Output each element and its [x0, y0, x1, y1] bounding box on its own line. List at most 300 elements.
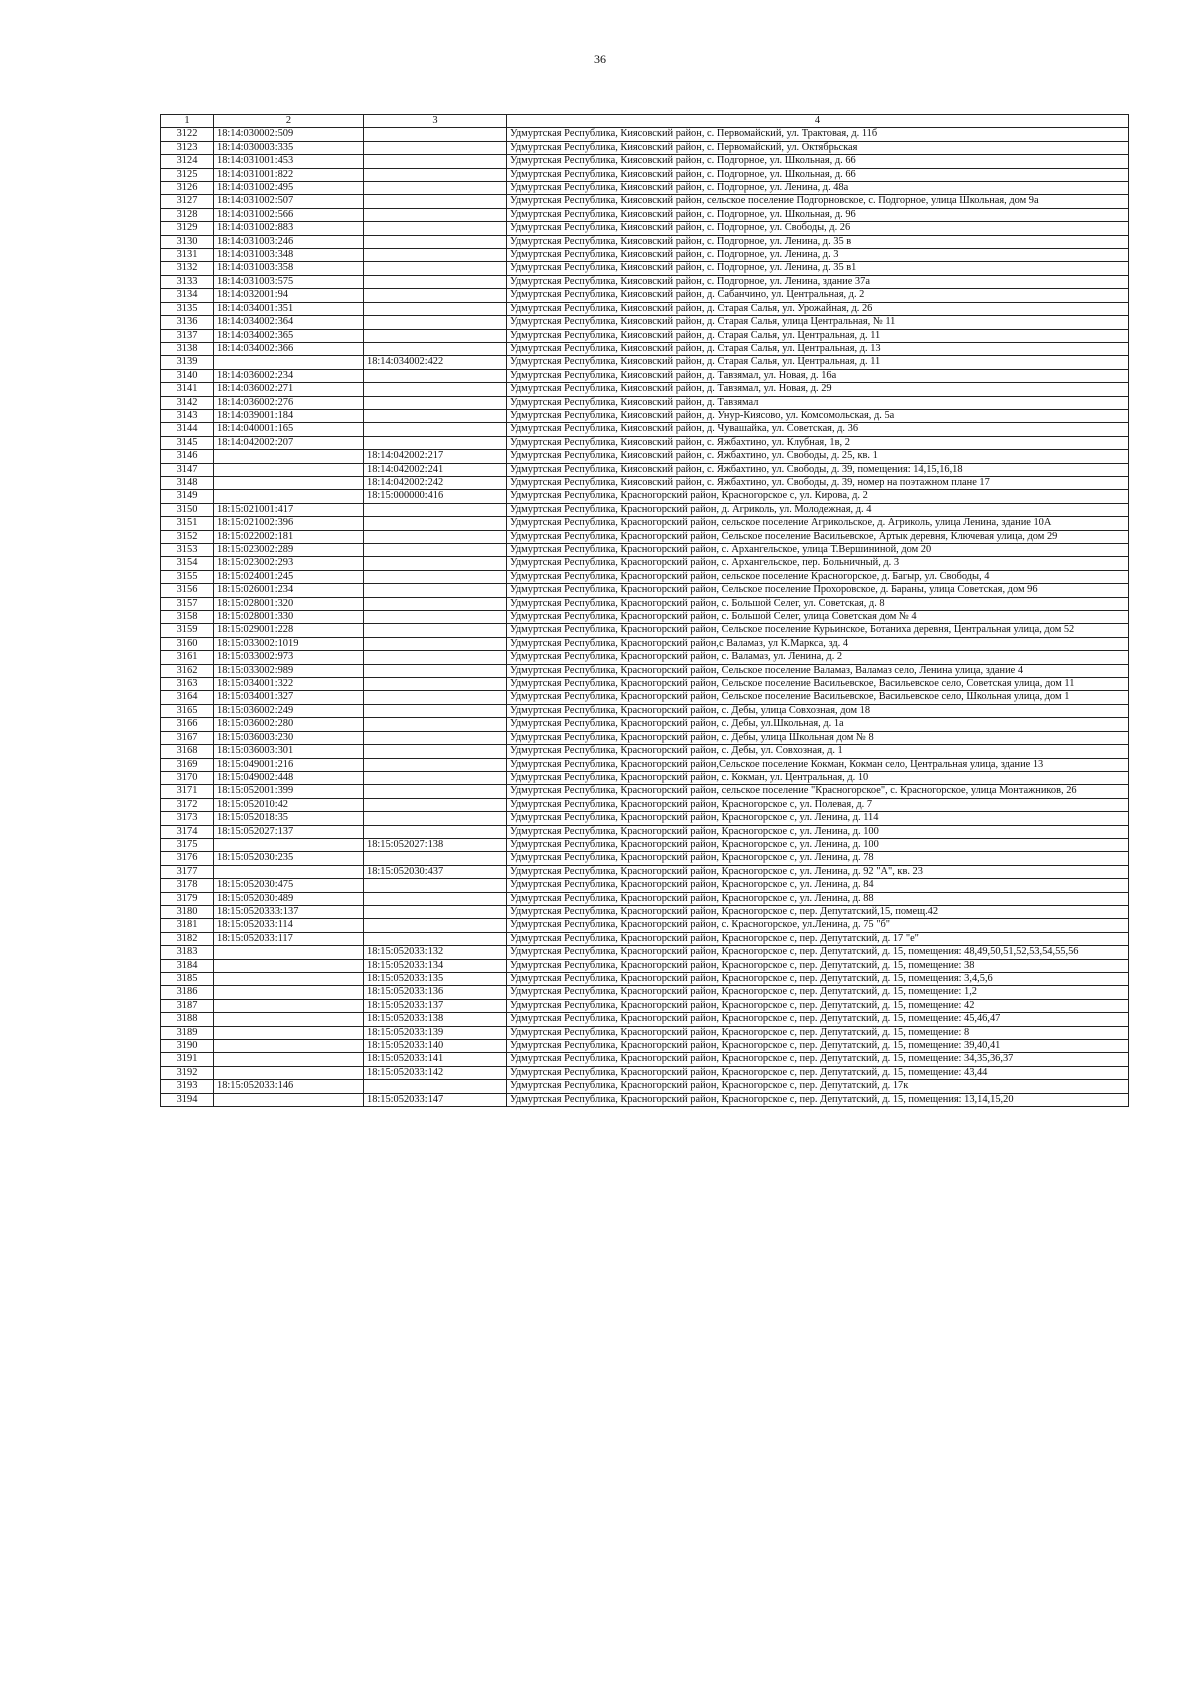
table-row: [161, 905, 1129, 918]
cadastral-number-cell: 18:15:028001:320: [214, 597, 364, 610]
address-cell: Удмуртская Республика, Красногорский район, сельское поселение Агрикольское, д. Агриколь, улица Ленина, здание 10А: [507, 517, 1129, 530]
row-number-cell: 3161: [161, 651, 214, 664]
table-row: [161, 852, 1129, 865]
cadastral-number-alt-cell: [364, 302, 507, 315]
row-number-cell: 3144: [161, 423, 214, 436]
table-row: [161, 503, 1129, 516]
row-number-cell: 3134: [161, 289, 214, 302]
address-cell: Удмуртская Республика, Красногорский район, Сельское поселение Валамаз, Валамаз село, Ленина улица, здание 4: [507, 664, 1129, 677]
cadastral-number-cell: 18:14:031002:495: [214, 182, 364, 195]
address-cell: Удмуртская Республика, Киясовский район, с. Подгорное, ул. Школьная, д. 96: [507, 208, 1129, 221]
table-row: [161, 664, 1129, 677]
table-row: [161, 275, 1129, 288]
cadastral-number-alt-cell: 18:15:052033:137: [364, 999, 507, 1012]
address-cell: Удмуртская Республика, Киясовский район, с. Подгорное, ул. Ленина, д. 3: [507, 249, 1129, 262]
cadastral-number-alt-cell: 18:14:034002:422: [364, 356, 507, 369]
address-cell: Удмуртская Республика, Киясовский район, д. Сабанчино, ул. Центральная, д. 2: [507, 289, 1129, 302]
table-row: [161, 1013, 1129, 1026]
cadastral-number-alt-cell: [364, 155, 507, 168]
address-cell: Удмуртская Республика, Красногорский район, с. Архангельское, улица Т.Вершининой, дом 20: [507, 544, 1129, 557]
cadastral-number-cell: 18:14:031002:566: [214, 208, 364, 221]
address-cell: Удмуртская Республика, Киясовский район, сельское поселение Подгорновское, с. Подгорное, улица Школьная, дом 9а: [507, 195, 1129, 208]
table-row: [161, 463, 1129, 476]
cadastral-number-alt-cell: 18:15:052027:138: [364, 838, 507, 851]
table-row: [161, 222, 1129, 235]
row-number-cell: 3165: [161, 704, 214, 717]
registry-table: [160, 114, 1129, 1107]
cadastral-number-cell: 18:14:034002:364: [214, 316, 364, 329]
address-cell: Удмуртская Республика, Киясовский район, с. Подгорное, ул. Ленина, здание 37а: [507, 275, 1129, 288]
table-row: [161, 838, 1129, 851]
row-number-cell: 3159: [161, 624, 214, 637]
address-cell: Удмуртская Республика, Киясовский район, д. Старая Салья, улица Центральная, № 11: [507, 316, 1129, 329]
table-row: [161, 611, 1129, 624]
cadastral-number-cell: 18:14:042002:207: [214, 436, 364, 449]
cadastral-number-alt-cell: [364, 530, 507, 543]
address-cell: Удмуртская Республика, Красногорский район, Красногорское с, ул. Полевая, д. 7: [507, 798, 1129, 811]
table-row: [161, 436, 1129, 449]
cadastral-number-alt-cell: [364, 396, 507, 409]
cadastral-number-cell: 18:15:021001:417: [214, 503, 364, 516]
row-number-cell: 3160: [161, 637, 214, 650]
address-cell: Удмуртская Республика, Красногорский район, с. Архангельское, пер. Больничный, д. 3: [507, 557, 1129, 570]
cadastral-number-cell: 18:15:034001:327: [214, 691, 364, 704]
table-row: [161, 798, 1129, 811]
address-cell: Удмуртская Республика, Красногорский район, с. Кокман, ул. Центральная, д. 10: [507, 771, 1129, 784]
cadastral-number-cell: 18:14:040001:165: [214, 423, 364, 436]
table-row: [161, 879, 1129, 892]
row-number-cell: 3177: [161, 865, 214, 878]
address-cell: Удмуртская Республика, Красногорский район,с Валамаз, ул К.Маркса, зд. 4: [507, 637, 1129, 650]
table-row: [161, 262, 1129, 275]
table-row: [161, 1093, 1129, 1106]
row-number-cell: 3138: [161, 342, 214, 355]
cadastral-number-cell: [214, 973, 364, 986]
cadastral-number-cell: 18:14:032001:94: [214, 289, 364, 302]
cadastral-number-cell: [214, 1053, 364, 1066]
cadastral-number-cell: 18:14:031002:883: [214, 222, 364, 235]
row-number-cell: 3136: [161, 316, 214, 329]
cadastral-number-cell: 18:15:021002:396: [214, 517, 364, 530]
address-cell: Удмуртская Республика, Киясовский район, с. Первомайский, ул. Трактовая, д. 11б: [507, 128, 1129, 141]
cadastral-number-cell: 18:14:031001:822: [214, 168, 364, 181]
cadastral-number-alt-cell: [364, 879, 507, 892]
row-number-cell: 3168: [161, 745, 214, 758]
cadastral-number-alt-cell: [364, 919, 507, 932]
address-cell: Удмуртская Республика, Киясовский район, с. Подгорное, ул. Школьная, д. 66: [507, 155, 1129, 168]
table-row: [161, 476, 1129, 489]
row-number-cell: 3125: [161, 168, 214, 181]
address-cell: Удмуртская Республика, Красногорский район, Красногорское с, ул. Ленина, д. 100: [507, 838, 1129, 851]
table-row: [161, 1080, 1129, 1093]
cadastral-number-cell: 18:15:033002:989: [214, 664, 364, 677]
cadastral-number-cell: [214, 959, 364, 972]
table-row: [161, 718, 1129, 731]
cadastral-number-cell: 18:15:052001:399: [214, 785, 364, 798]
row-number-cell: 3172: [161, 798, 214, 811]
cadastral-number-alt-cell: [364, 316, 507, 329]
cadastral-number-alt-cell: [364, 825, 507, 838]
cadastral-number-cell: 18:14:030003:335: [214, 141, 364, 154]
address-cell: Удмуртская Республика, Киясовский район, д. Старая Салья, ул. Центральная, д. 11: [507, 329, 1129, 342]
cadastral-number-alt-cell: [364, 275, 507, 288]
row-number-cell: 3175: [161, 838, 214, 851]
address-cell: Удмуртская Республика, Красногорский район, Сельское поселение Прохоровское, д. Бараны, улица Советская, дом 96: [507, 584, 1129, 597]
cadastral-number-cell: 18:15:033002:973: [214, 651, 364, 664]
row-number-cell: 3123: [161, 141, 214, 154]
row-number-cell: 3193: [161, 1080, 214, 1093]
cadastral-number-alt-cell: [364, 128, 507, 141]
cadastral-number-cell: [214, 865, 364, 878]
table-row: [161, 704, 1129, 717]
cadastral-number-cell: [214, 476, 364, 489]
row-number-cell: 3186: [161, 986, 214, 999]
address-cell: Удмуртская Республика, Красногорский район, Сельское поселение Васильевское, Артык деревня, Ключевая улица, дом 29: [507, 530, 1129, 543]
address-cell: Удмуртская Республика, Красногорский район, с. Красногорское, ул.Ленина, д. 75 "б": [507, 919, 1129, 932]
address-cell: Удмуртская Республика, Красногорский район, с. Большой Селег, улица Советская дом № 4: [507, 611, 1129, 624]
row-number-cell: 3151: [161, 517, 214, 530]
address-cell: Удмуртская Республика, Киясовский район, с. Подгорное, ул. Ленина, д. 35 в: [507, 235, 1129, 248]
address-cell: Удмуртская Республика, Киясовский район, д. Тавзямал, ул. Новая, д. 29: [507, 383, 1129, 396]
table-row: [161, 409, 1129, 422]
cadastral-number-cell: 18:15:023002:293: [214, 557, 364, 570]
row-number-cell: 3155: [161, 570, 214, 583]
cadastral-number-cell: 18:15:052030:489: [214, 892, 364, 905]
cadastral-number-cell: [214, 999, 364, 1012]
cadastral-number-cell: 18:14:031003:575: [214, 275, 364, 288]
cadastral-number-alt-cell: [364, 235, 507, 248]
table-row: [161, 1040, 1129, 1053]
table-row: [161, 423, 1129, 436]
row-number-cell: 3129: [161, 222, 214, 235]
address-cell: Удмуртская Республика, Красногорский район, с. Дебы, ул. Совхозная, д. 1: [507, 745, 1129, 758]
row-number-cell: 3184: [161, 959, 214, 972]
row-number-cell: 3171: [161, 785, 214, 798]
cadastral-number-cell: 18:15:036002:280: [214, 718, 364, 731]
address-cell: Удмуртская Республика, Киясовский район, д. Старая Салья, ул. Центральная, д. 11: [507, 356, 1129, 369]
cadastral-number-alt-cell: [364, 289, 507, 302]
address-cell: Удмуртская Республика, Красногорский район, Красногорское с, ул. Кирова, д. 2: [507, 490, 1129, 503]
cadastral-number-cell: 18:15:052033:117: [214, 932, 364, 945]
row-number-cell: 3150: [161, 503, 214, 516]
row-number-cell: 3191: [161, 1053, 214, 1066]
table-row: [161, 919, 1129, 932]
cadastral-number-cell: 18:14:036002:276: [214, 396, 364, 409]
cadastral-number-alt-cell: [364, 905, 507, 918]
row-number-cell: 3181: [161, 919, 214, 932]
address-cell: Удмуртская Республика, Красногорский район, Красногорское с, ул. Ленина, д. 88: [507, 892, 1129, 905]
cadastral-number-alt-cell: 18:15:052033:147: [364, 1093, 507, 1106]
cadastral-number-cell: 18:14:030002:509: [214, 128, 364, 141]
cadastral-number-alt-cell: [364, 771, 507, 784]
cadastral-number-alt-cell: [364, 678, 507, 691]
cadastral-number-alt-cell: 18:15:052033:138: [364, 1013, 507, 1026]
cadastral-number-alt-cell: [364, 691, 507, 704]
cadastral-number-alt-cell: [364, 718, 507, 731]
address-cell: Удмуртская Республика, Красногорский район, Красногорское с, пер. Депутатский,15, помещ.42: [507, 905, 1129, 918]
cadastral-number-alt-cell: [364, 141, 507, 154]
address-cell: Удмуртская Республика, Красногорский район, с. Дебы, улица Совхозная, дом 18: [507, 704, 1129, 717]
cadastral-number-cell: [214, 1026, 364, 1039]
row-number-cell: 3145: [161, 436, 214, 449]
cadastral-number-alt-cell: [364, 249, 507, 262]
address-cell: Удмуртская Республика, Красногорский район, Красногорское с, пер. Депутатский, д. 15, помещения: 48,49,50,51,52,53,54,55,56: [507, 946, 1129, 959]
address-cell: Удмуртская Республика, Киясовский район, с. Подгорное, ул. Школьная, д. 66: [507, 168, 1129, 181]
row-number-cell: 3137: [161, 329, 214, 342]
cadastral-number-cell: 18:14:031003:246: [214, 235, 364, 248]
address-cell: Удмуртская Республика, Красногорский район, с. Большой Селег, ул. Советская, д. 8: [507, 597, 1129, 610]
cadastral-number-cell: 18:14:039001:184: [214, 409, 364, 422]
cadastral-number-cell: 18:15:036002:249: [214, 704, 364, 717]
cadastral-number-alt-cell: [364, 892, 507, 905]
cadastral-number-alt-cell: [364, 436, 507, 449]
row-number-cell: 3153: [161, 544, 214, 557]
address-cell: Удмуртская Республика, Красногорский район, с. Дебы, улица Школьная дом № 8: [507, 731, 1129, 744]
row-number-cell: 3130: [161, 235, 214, 248]
cadastral-number-alt-cell: 18:14:042002:241: [364, 463, 507, 476]
address-cell: Удмуртская Республика, Красногорский район, Сельское поселение Курьинское, Ботаниха деревня, Центральная улица, дом 52: [507, 624, 1129, 637]
cadastral-number-alt-cell: [364, 812, 507, 825]
row-number-cell: 3154: [161, 557, 214, 570]
cadastral-number-alt-cell: [364, 704, 507, 717]
table-row: [161, 731, 1129, 744]
row-number-cell: 3182: [161, 932, 214, 945]
row-number-cell: 3131: [161, 249, 214, 262]
address-cell: Удмуртская Республика, Киясовский район, с. Подгорное, ул. Свободы, д. 26: [507, 222, 1129, 235]
table-row: [161, 369, 1129, 382]
table-row: [161, 396, 1129, 409]
cadastral-number-cell: 18:15:052030:475: [214, 879, 364, 892]
cadastral-number-alt-cell: 18:14:042002:217: [364, 450, 507, 463]
cadastral-number-cell: 18:14:031003:348: [214, 249, 364, 262]
cadastral-number-cell: 18:14:031002:507: [214, 195, 364, 208]
row-number-cell: 3179: [161, 892, 214, 905]
address-cell: Удмуртская Республика, Красногорский район, Красногорское с, ул. Ленина, д. 92 "А", кв. 23: [507, 865, 1129, 878]
row-number-cell: 3143: [161, 409, 214, 422]
address-cell: Удмуртская Республика, Красногорский район, Красногорское с, ул. Ленина, д. 100: [507, 825, 1129, 838]
table-row: [161, 342, 1129, 355]
table-row: [161, 249, 1129, 262]
table-row: [161, 208, 1129, 221]
row-number-cell: 3158: [161, 611, 214, 624]
row-number-cell: 3188: [161, 1013, 214, 1026]
table-row: [161, 530, 1129, 543]
table-row: [161, 678, 1129, 691]
row-number-cell: 3149: [161, 490, 214, 503]
address-cell: Удмуртская Республика, Красногорский район, с. Дебы, ул.Школьная, д. 1а: [507, 718, 1129, 731]
cadastral-number-cell: [214, 463, 364, 476]
cadastral-number-alt-cell: 18:15:052033:132: [364, 946, 507, 959]
cadastral-number-cell: 18:15:052033:146: [214, 1080, 364, 1093]
row-number-cell: 3146: [161, 450, 214, 463]
cadastral-number-alt-cell: [364, 262, 507, 275]
cadastral-number-alt-cell: [364, 182, 507, 195]
address-cell: Удмуртская Республика, Киясовский район, д. Старая Салья, ул. Центральная, д. 13: [507, 342, 1129, 355]
cadastral-number-alt-cell: [364, 503, 507, 516]
cadastral-number-cell: 18:14:034002:365: [214, 329, 364, 342]
address-cell: Удмуртская Республика, Красногорский район, Красногорское с, пер. Депутатский, д. 15, помещение: 42: [507, 999, 1129, 1012]
row-number-cell: 3148: [161, 476, 214, 489]
cadastral-number-cell: [214, 356, 364, 369]
cadastral-number-cell: 18:15:036003:301: [214, 745, 364, 758]
row-number-cell: 3127: [161, 195, 214, 208]
address-cell: Удмуртская Республика, Киясовский район, с. Первомайский, ул. Октябрьская: [507, 141, 1129, 154]
table-row: [161, 168, 1129, 181]
cadastral-number-alt-cell: 18:15:052033:140: [364, 1040, 507, 1053]
row-number-cell: 3183: [161, 946, 214, 959]
cadastral-number-alt-cell: [364, 369, 507, 382]
row-number-cell: 3162: [161, 664, 214, 677]
cadastral-number-alt-cell: [364, 544, 507, 557]
address-cell: Удмуртская Республика, Красногорский район, Красногорское с, пер. Депутатский, д. 15, помещение: 1,2: [507, 986, 1129, 999]
cadastral-number-cell: [214, 946, 364, 959]
row-number-cell: 3157: [161, 597, 214, 610]
cadastral-number-cell: 18:15:036003:230: [214, 731, 364, 744]
cadastral-number-alt-cell: [364, 852, 507, 865]
cadastral-number-alt-cell: [364, 611, 507, 624]
cadastral-number-cell: [214, 986, 364, 999]
cadastral-number-cell: [214, 450, 364, 463]
table-row: [161, 758, 1129, 771]
table-row: [161, 624, 1129, 637]
address-cell: Удмуртская Республика, Красногорский район, Красногорское с, пер. Депутатский, д. 15, помещение: 45,46,47: [507, 1013, 1129, 1026]
table-row: [161, 892, 1129, 905]
address-cell: Удмуртская Республика, Киясовский район, с. Яжбахтино, ул. Свободы, д. 39, номер на поэтажном плане 17: [507, 476, 1129, 489]
table-row: [161, 959, 1129, 972]
address-cell: Удмуртская Республика, Киясовский район, с. Яжбахтино, ул. Свободы, д. 39, помещения: 14,15,16,18: [507, 463, 1129, 476]
cadastral-number-alt-cell: [364, 731, 507, 744]
cadastral-number-alt-cell: [364, 208, 507, 221]
address-cell: Удмуртская Республика, Красногорский район, Сельское поселение Васильевское, Васильевское село, Советская улица, дом 11: [507, 678, 1129, 691]
cadastral-number-alt-cell: [364, 383, 507, 396]
row-number-cell: 3187: [161, 999, 214, 1012]
header-row: [161, 115, 1129, 128]
row-number-cell: 3174: [161, 825, 214, 838]
column-header: 4: [507, 115, 1129, 128]
cadastral-number-alt-cell: [364, 517, 507, 530]
table-row: [161, 812, 1129, 825]
cadastral-number-cell: 18:15:033002:1019: [214, 637, 364, 650]
table-row: [161, 490, 1129, 503]
column-header: 2: [214, 115, 364, 128]
cadastral-number-alt-cell: [364, 168, 507, 181]
address-cell: Удмуртская Республика, Киясовский район, д. Чувашайка, ул. Советская, д. 36: [507, 423, 1129, 436]
row-number-cell: 3185: [161, 973, 214, 986]
cadastral-number-cell: [214, 1040, 364, 1053]
cadastral-number-cell: [214, 1013, 364, 1026]
cadastral-number-cell: 18:15:022002:181: [214, 530, 364, 543]
address-cell: Удмуртская Республика, Киясовский район, д. Тавзямал: [507, 396, 1129, 409]
cadastral-number-cell: [214, 1066, 364, 1079]
table-row: [161, 825, 1129, 838]
table-row: [161, 195, 1129, 208]
row-number-cell: 3167: [161, 731, 214, 744]
address-cell: Удмуртская Республика, Красногорский район, Красногорское с, пер. Депутатский, д. 15, помещения: 13,14,15,20: [507, 1093, 1129, 1106]
cadastral-number-alt-cell: [364, 584, 507, 597]
address-cell: Удмуртская Республика, Красногорский район, Красногорское с, ул. Ленина, д. 84: [507, 879, 1129, 892]
row-number-cell: 3180: [161, 905, 214, 918]
row-number-cell: 3156: [161, 584, 214, 597]
cadastral-number-cell: 18:14:036002:234: [214, 369, 364, 382]
cadastral-number-alt-cell: 18:15:052033:135: [364, 973, 507, 986]
cadastral-number-cell: 18:14:031003:358: [214, 262, 364, 275]
table-row: [161, 182, 1129, 195]
address-cell: Удмуртская Республика, Красногорский район, Красногорское с, пер. Депутатский, д. 15, помещение: 43,44: [507, 1066, 1129, 1079]
cadastral-number-cell: 18:15:029001:228: [214, 624, 364, 637]
table-row: [161, 946, 1129, 959]
table-row: [161, 235, 1129, 248]
address-cell: Удмуртская Республика, Красногорский район, Красногорское с, пер. Депутатский, д. 15, помещение: 8: [507, 1026, 1129, 1039]
cadastral-number-alt-cell: [364, 195, 507, 208]
column-header: 1: [161, 115, 214, 128]
cadastral-number-alt-cell: 18:15:000000:416: [364, 490, 507, 503]
cadastral-number-alt-cell: [364, 932, 507, 945]
cadastral-number-cell: 18:15:028001:330: [214, 611, 364, 624]
address-cell: Удмуртская Республика, Красногорский район, Красногорское с, пер. Депутатский, д. 17 "е": [507, 932, 1129, 945]
cadastral-number-alt-cell: 18:15:052030:437: [364, 865, 507, 878]
cadastral-number-alt-cell: [364, 557, 507, 570]
table-row: [161, 570, 1129, 583]
row-number-cell: 3142: [161, 396, 214, 409]
row-number-cell: 3122: [161, 128, 214, 141]
cadastral-number-cell: 18:15:026001:234: [214, 584, 364, 597]
table-row: [161, 785, 1129, 798]
address-cell: Удмуртская Республика, Красногорский район, Красногорское с, пер. Депутатский, д. 15, помещение: 38: [507, 959, 1129, 972]
row-number-cell: 3126: [161, 182, 214, 195]
row-number-cell: 3124: [161, 155, 214, 168]
cadastral-number-cell: [214, 490, 364, 503]
table-row: [161, 302, 1129, 315]
cadastral-number-cell: 18:14:034001:351: [214, 302, 364, 315]
table-row: [161, 383, 1129, 396]
address-cell: Удмуртская Республика, Красногорский район, Красногорское с, пер. Депутатский, д. 15, помещение: 34,35,36,37: [507, 1053, 1129, 1066]
cadastral-number-alt-cell: [364, 222, 507, 235]
row-number-cell: 3173: [161, 812, 214, 825]
cadastral-number-cell: 18:15:049002:448: [214, 771, 364, 784]
cadastral-number-alt-cell: [364, 423, 507, 436]
row-number-cell: 3164: [161, 691, 214, 704]
table-row: [161, 584, 1129, 597]
cadastral-number-cell: 18:14:034002:366: [214, 342, 364, 355]
address-cell: Удмуртская Республика, Киясовский район, с. Подгорное, ул. Ленина, д. 48а: [507, 182, 1129, 195]
table-row: [161, 745, 1129, 758]
cadastral-number-cell: 18:15:0520333:137: [214, 905, 364, 918]
cadastral-number-cell: 18:14:031001:453: [214, 155, 364, 168]
column-header: 3: [364, 115, 507, 128]
cadastral-number-cell: [214, 838, 364, 851]
cadastral-number-cell: 18:15:049001:216: [214, 758, 364, 771]
row-number-cell: 3140: [161, 369, 214, 382]
cadastral-number-alt-cell: [364, 664, 507, 677]
table-row: [161, 637, 1129, 650]
table-row: [161, 932, 1129, 945]
address-cell: Удмуртская Республика, Красногорский район, д. Агриколь, ул. Молодежная, д. 4: [507, 503, 1129, 516]
cadastral-number-cell: 18:15:024001:245: [214, 570, 364, 583]
table-row: [161, 289, 1129, 302]
table-row: [161, 691, 1129, 704]
cadastral-number-alt-cell: [364, 798, 507, 811]
row-number-cell: 3128: [161, 208, 214, 221]
table-row: [161, 999, 1129, 1012]
cadastral-number-alt-cell: [364, 342, 507, 355]
cadastral-number-alt-cell: 18:14:042002:242: [364, 476, 507, 489]
row-number-cell: 3169: [161, 758, 214, 771]
table-row: [161, 973, 1129, 986]
table-row: [161, 128, 1129, 141]
address-cell: Удмуртская Республика, Красногорский район,Сельское поселение Кокман, Кокман село, Центральная улица, здание 13: [507, 758, 1129, 771]
row-number-cell: 3166: [161, 718, 214, 731]
table-row: [161, 544, 1129, 557]
